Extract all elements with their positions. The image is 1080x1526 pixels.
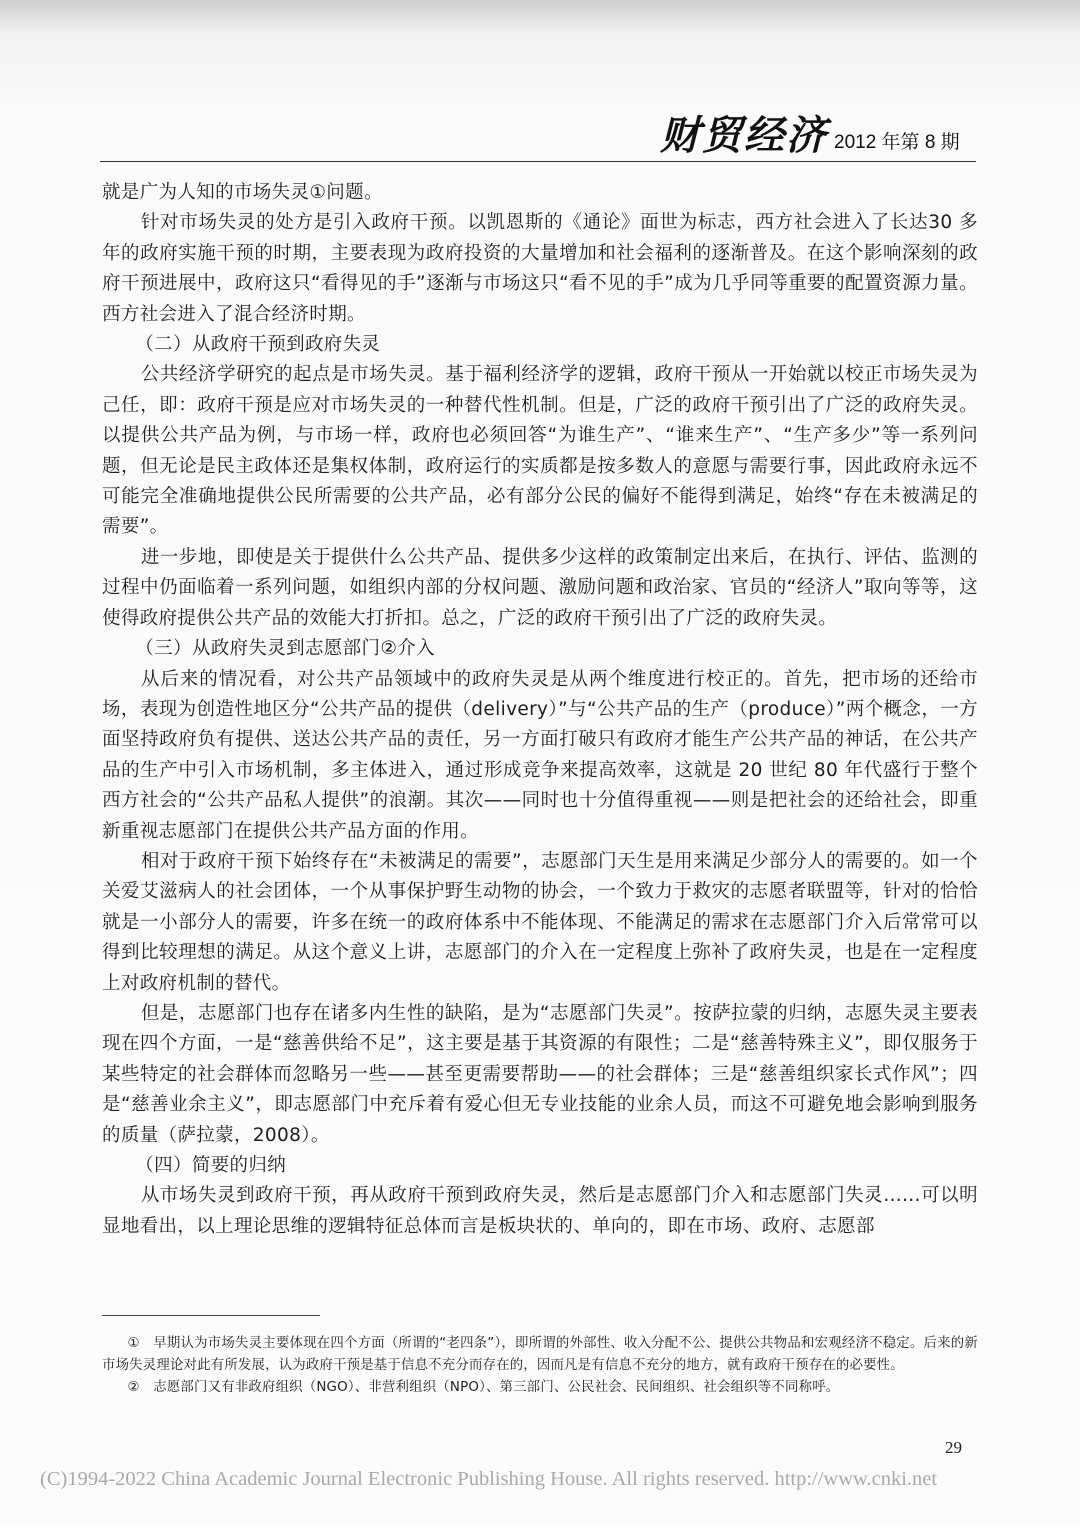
paragraph: 从后来的情况看，对公共产品领域中的政府失灵是从两个维度进行校正的。首先，把市场的还给市场，表现为创造性地区分“公共产品的提供（delivery）”与“公共产品的生产（produce）”两个概念，一方面坚持政府负有提供、送达公共产品的责任，另一方面打破只有政府才能生产公共产品的神话，在公共产品的生产中引入市场机制，多主体进入，通过形成竞争来提高效率，这就是 20 世纪 80 年代盛行于整个西方社会的“公共产品私人提供”的浪潮。其次——同时也十分值得重视——则是把社会的还给社会，即重新重视志愿部门在提供公共产品方面的作用。 bbox=[102, 668, 978, 842]
paragraph: 进一步地，即使是关于提供什么公共产品、提供多少这样的政策制定出来后，在执行、评估、监测的过程中仍面临着一系列问题，如组织内部的分权问题、激励问题和政治家、官员的“经济人”取向等等，这使得政府提供公共产品的效能大打折扣。总之，广泛的政府干预引出了广泛的政府失灵。 bbox=[102, 546, 978, 629]
footnote-divider bbox=[102, 1315, 320, 1316]
journal-name: 财贸经济 bbox=[660, 112, 828, 159]
journal-header bbox=[660, 104, 960, 160]
article-body bbox=[102, 178, 978, 1242]
paragraph: 就是广为人知的市场失灵①问题。 bbox=[102, 182, 383, 203]
page-top-shadow bbox=[0, 0, 1080, 30]
header-divider bbox=[100, 161, 976, 162]
copyright-watermark: (C)1994-2022 China Academic Journal Electronic Publishing House. All rights reserved. http://www.cnki.net bbox=[40, 1468, 938, 1490]
issue-label: 2012 年第 8 期 bbox=[834, 132, 960, 153]
footnotes bbox=[102, 1333, 978, 1399]
paragraph: 但是，志愿部门也存在诸多内生性的缺陷，是为“志愿部门失灵”。按萨拉蒙的归纳，志愿失灵主要表现在四个方面，一是“慈善供给不足”，这主要是基于其资源的有限性；二是“慈善特殊主义”，即仅服务于某些特定的社会群体而忽略另一些——甚至更需要帮助——的社会群体；三是“慈善组织家长式作风”；四是“慈善业余主义”，即志愿部门中充斥着有爱心但无专业技能的业余人员，而这不可避免地会影响到服务的质量（萨拉蒙，2008）。 bbox=[102, 1002, 978, 1146]
section-heading: （二）从政府干预到政府失灵 bbox=[135, 334, 381, 356]
page-number: 29 bbox=[945, 1438, 962, 1457]
paragraph: 从市场失灵到政府干预，再从政府干预到政府失灵，然后是志愿部门介入和志愿部门失灵……可以明显地看出，以上理论思维的逻辑特征总体而言是板块状的、单向的，即在市场、政府、志愿部 bbox=[102, 1185, 978, 1237]
paragraph: 相对于政府干预下始终存在“未被满足的需要”，志愿部门天生是用来满足少部分人的需要的。如一个关爱艾滋病人的社会团体，一个从事保护野生动物的协会，一个致力于救灾的志愿者联盟等，针对的恰恰就是一小部分人的需要，许多在统一的政府体系中不能体现、不能满足的需求在志愿部门介入后常常可以得到比较理想的满足。从这个意义上讲，志愿部门的介入在一定程度上弥补了政府失灵，也是在一定程度上对政府机制的替代。 bbox=[102, 850, 978, 994]
footnote: ② 志愿部门又有非政府组织（NGO）、非营利组织（NPO）、第三部门、公民社会、民间组织、社会组织等不同称呼。 bbox=[127, 1380, 840, 1395]
section-heading: （三）从政府失灵到志愿部门②介入 bbox=[135, 638, 435, 660]
footnote: ① 早期认为市场失灵主要体现在四个方面（所谓的“老四条”），即所谓的外部性、收入分配不公、提供公共物品和宏观经济不稳定。后来的新市场失灵理论对此有所发展，认为政府干预是基于信息不充分而存在的，因而凡是有信息不充分的地方，就有政府干预存在的必要性。 bbox=[102, 1336, 978, 1373]
paragraph: 针对市场失灵的处方是引入政府干预。以凯恩斯的《通论》面世为标志，西方社会进入了长达30 多年的政府实施干预的时期，主要表现为政府投资的大量增加和社会福利的逐渐普及。在这个影响深刻的政府干预进展中，政府这只“看得见的手”逐渐与市场这只“看不见的手”成为几乎同等重要的配置资源力量。西方社会进入了混合经济时期。 bbox=[102, 212, 978, 325]
section-heading: （四）简要的归纳 bbox=[135, 1155, 287, 1176]
paragraph: 公共经济学研究的起点是市场失灵。基于福利经济学的逻辑，政府干预从一开始就以校正市场失灵为己任，即：政府干预是应对市场失灵的一种替代性机制。但是，广泛的政府干预引出了广泛的政府失灵。以提供公共产品为例，与市场一样，政府也必须回答“为谁生产”、“谁来生产”、“生产多少”等一系列问题，但无论是民主政体还是集权体制，政府运行的实质都是按多数人的意愿与需要行事，因此政府永远不可能完全准确地提供公民所需要的公共产品，必有部分公民的偏好不能得到满足，始终“存在未被满足的需要”。 bbox=[102, 364, 978, 538]
